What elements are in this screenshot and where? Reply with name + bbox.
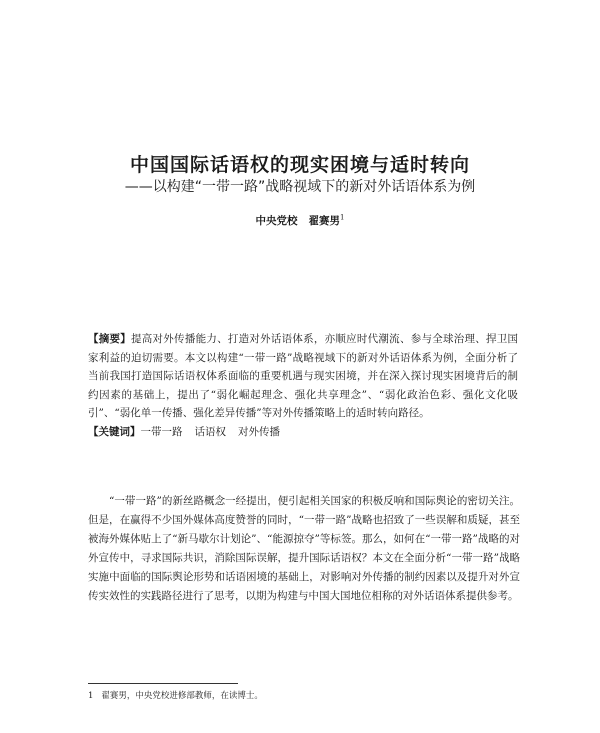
keywords-label: 【关键词】: [88, 426, 141, 438]
paper-subtitle: ——以构建“一带一路”战略视域下的新对外话语体系为例: [124, 179, 476, 195]
keywords: [88, 423, 518, 441]
keyword-item: 对外传播: [238, 426, 280, 438]
author-affiliation: 中央党校: [255, 215, 298, 227]
keyword-item: 话语权: [194, 426, 226, 438]
footnote-text: 翟赛男，中央党校进修部教师，在读博士。: [101, 691, 263, 701]
author-footnote-mark: 1: [340, 213, 345, 222]
abstract-text: 提高对外传播能力、打造对外话语体系，亦顺应时代潮流、参与全球治理、捍卫国家利益的迫切需要。本文以构建“一带一路”战略视域下的新对外话语体系为例，全面分析了当前我国打造国际话语权体系面临的重要机遇与现实困境，并在深入探讨现实困境背后的制约因素的基础上，提出了“弱化崛起理念、强化共享理念”、“弱化政治色彩、强化文化吸引”、“弱化单一传播、强化差异传播”等对外传播策略上的适时转向路径。: [88, 333, 519, 419]
keyword-item: 一带一路: [140, 426, 183, 438]
footnote: [88, 690, 518, 702]
author-line: [0, 213, 600, 228]
footnote-divider: [88, 683, 238, 684]
paper-title: 中国国际话语权的现实困境与适时转向: [129, 154, 470, 176]
abstract-label: 【摘要】: [88, 333, 132, 345]
footnote-number: 1: [88, 691, 94, 701]
abstract: [88, 330, 518, 423]
author-name: 翟赛男: [308, 215, 340, 227]
body-paragraph: “一带一路”的新丝路概念一经提出，便引起相关国家的积极反响和国际舆论的密切关注。但是，在赢得不少国外媒体高度赞誉的同时，“一带一路”战略也招致了一些误解和质疑，甚至被海外媒体贴上了“新马歇尔计划论”、“能源掠夺”等标签。那么，如何在“一带一路”战略的对外宣传中，寻求国际共识，消除国际误解，提升国际话语权？本文在全面分析“一带一路”战略实施中面临的国际舆论形势和话语困境的基础上，对影响对外传播的制约因素以及提升对外宣传实效性的实践路径进行了思考，以期为构建与中国大国地位相称的对外话语体系提供参考。: [88, 495, 520, 602]
